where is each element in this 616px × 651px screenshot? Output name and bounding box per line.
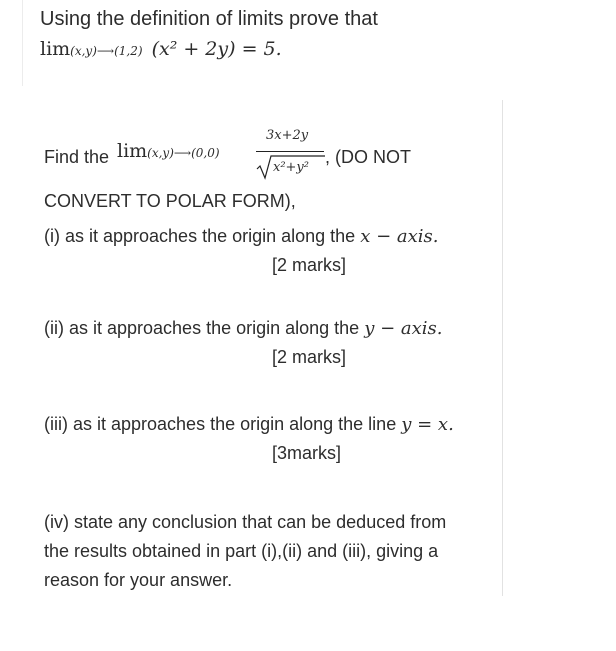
fraction-bar <box>256 151 324 152</box>
part-ii-text <box>44 317 443 340</box>
part-i-math: x − axis. <box>360 226 439 247</box>
intro-expression: (x² + 2y) = 5. <box>151 38 282 60</box>
conclusion-line2: the results obtained in part (i),(ii) and (iii), giving a <box>44 541 439 561</box>
right-margin-rule <box>502 100 503 596</box>
intro-limit <box>40 38 282 62</box>
fraction-numerator: 3x+2y <box>266 128 309 143</box>
fraction-denominator: x²+y² <box>273 160 309 175</box>
part-i-label: (i) as it approaches the origin along the <box>44 226 356 246</box>
question-limit <box>117 140 220 164</box>
question-suffix: , (DO NOT <box>325 147 411 167</box>
part-ii-marks: [2 marks] <box>272 347 347 367</box>
question-lim-subscript: (x,y)⟶(0,0) <box>147 146 220 160</box>
intro-line: Using the definition of limits prove that <box>40 8 378 30</box>
question-prefix: Find the <box>44 147 110 167</box>
intro-lim-word: lim <box>40 38 71 60</box>
question-lim-word: lim <box>117 140 148 162</box>
part-i-marks: [2 marks] <box>272 255 347 275</box>
left-margin-rule <box>22 0 23 86</box>
part-ii-label: (ii) as it approaches the origin along the <box>44 318 360 338</box>
part-ii-math: y − axis. <box>364 318 443 339</box>
part-iii-label: (iii) as it approaches the origin along the line <box>44 414 397 434</box>
part-iii-text <box>44 413 454 436</box>
part-iii-marks: [3marks] <box>272 443 342 463</box>
question-line2: CONVERT TO POLAR FORM), <box>44 191 296 211</box>
intro-lim-subscript: (x,y)⟶(1,2) <box>70 44 143 58</box>
conclusion-line3: reason for your answer. <box>44 570 233 590</box>
part-iii-math: y = x. <box>401 414 454 435</box>
conclusion-line1: (iv) state any conclusion that can be deduced from <box>44 512 447 532</box>
part-i-text <box>44 225 438 248</box>
